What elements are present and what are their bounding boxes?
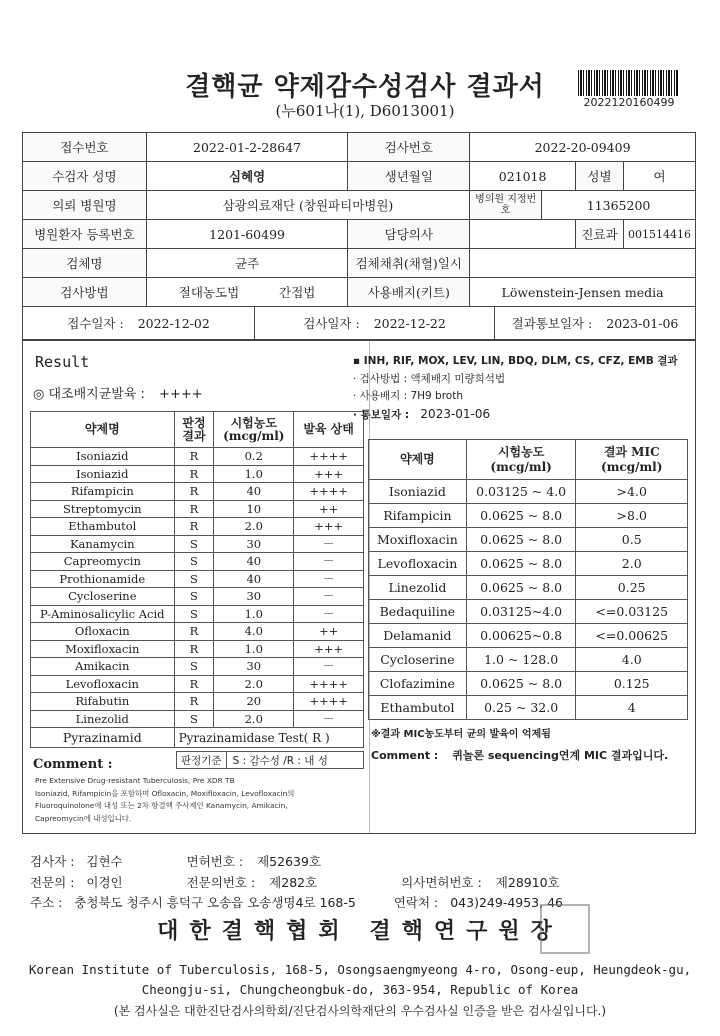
comment-line: Pre Extensive Drug-resistant Tuberculosis, Pre XDR TB — [35, 776, 235, 785]
col-conc: 시험농도 (mcg/ml) — [214, 412, 294, 448]
criteria-label: 판정기준 — [177, 752, 227, 768]
report-date-label: 결과통보일자 : — [511, 316, 593, 331]
table-row — [369, 480, 688, 504]
table-row — [31, 710, 364, 728]
left-comment-text — [35, 775, 363, 825]
specialist-no: 제282호 — [269, 875, 318, 890]
result-box — [22, 340, 696, 834]
test-no-label: 검사번호 — [348, 133, 470, 162]
table-row — [369, 576, 688, 600]
mic-col-drug: 약제명 — [369, 440, 467, 480]
cell-result: S — [174, 710, 214, 728]
cell-growth: ++++ — [294, 693, 364, 711]
report-date: 2023-01-06 — [606, 315, 679, 331]
specimen-value: 균주 — [146, 249, 348, 278]
table-row — [369, 552, 688, 576]
cell-drug: Isoniazid — [31, 465, 175, 483]
mic-cell-drug: Ethambutol — [369, 696, 467, 720]
right-comment — [371, 747, 668, 763]
table-row — [31, 658, 364, 676]
test-no: 2022-20-09409 — [470, 133, 696, 162]
address-value: 충청북도 청주시 흥덕구 오송읍 오송생명4로 168-5 — [74, 895, 356, 910]
cell-growth: ++ — [294, 500, 364, 518]
col-result: 판정 결과 — [174, 412, 214, 448]
mic-cell-conc: 0.03125~4.0 — [466, 600, 576, 624]
mic-cell-drug: Bedaquiline — [369, 600, 467, 624]
institute-name: 대한결핵협회 결핵연구원장 — [157, 919, 563, 944]
table-row — [31, 640, 364, 658]
collection-label: 검체채취(채혈)일시 — [348, 249, 470, 278]
mic-table — [368, 439, 688, 720]
official-seal-icon — [540, 904, 590, 954]
mic-cell-conc: 0.25 ~ 32.0 — [466, 696, 576, 720]
patient-name-label: 수검자 성명 — [23, 162, 147, 191]
cell-growth: +++ — [294, 465, 364, 483]
pyrazinamid-label: Pyrazinamid — [31, 728, 175, 748]
report-title: 결핵균 약제감수성검사 결과서 — [185, 72, 545, 102]
specialist-name: 이경인 — [86, 875, 123, 890]
col-growth: 발육 상태 — [294, 412, 364, 448]
cell-drug: P-Aminosalicylic Acid — [31, 605, 175, 623]
mic-cell-conc: 0.00625~0.8 — [466, 624, 576, 648]
mic-cell-mic: >4.0 — [576, 480, 688, 504]
receipt-no: 2022-01-2-28647 — [146, 133, 348, 162]
control-growth-value: ++++ — [159, 387, 203, 402]
cell-conc: 2.0 — [214, 675, 294, 693]
cell-result: R — [174, 518, 214, 536]
comment-line: Fluoroquinolone에 내성 또는 2차 항결핵 주사제인 Kanamycin, Amikacin, — [35, 801, 288, 810]
cell-growth: － — [294, 658, 364, 676]
cell-growth: ++++ — [294, 483, 364, 501]
mic-cell-drug: Delamanid — [369, 624, 467, 648]
cell-result: S — [174, 553, 214, 571]
cell-growth: +++ — [294, 518, 364, 536]
mic-cell-mic: 4.0 — [576, 648, 688, 672]
patient-reg-label: 병원환자 등록번호 — [23, 220, 147, 249]
table-row — [31, 588, 364, 606]
tester-label: 검사자 : — [30, 854, 75, 869]
patient-name: 심혜영 — [146, 162, 348, 191]
english-address-1: Korean Institute of Tuberculosis, 168-5, Osongsaengmyeong 4-ro, Osong-eup, Heungdeok-gu, — [28, 962, 692, 977]
doctor-license-label: 의사면허번호 : — [401, 875, 482, 890]
mic-cell-mic: <=0.03125 — [576, 600, 688, 624]
cell-conc: 30 — [214, 588, 294, 606]
mic-cell-conc: 0.0625 ~ 8.0 — [466, 672, 576, 696]
mic-cell-mic: >8.0 — [576, 504, 688, 528]
table-row — [31, 675, 364, 693]
dept-value: 001514416 — [623, 220, 695, 249]
mic-col-result: 결과 MIC (mcg/ml) — [576, 440, 688, 480]
mic-report-date: 2023-01-06 — [420, 406, 491, 421]
criteria-box — [176, 751, 364, 769]
table-row — [31, 570, 364, 588]
cell-conc: 1.0 — [214, 640, 294, 658]
dept-label: 진료과 — [576, 220, 624, 249]
table-row — [369, 648, 688, 672]
hospital-name: 삼광의료재단 (창원파티마병원) — [146, 191, 469, 220]
patient-info-table — [22, 132, 696, 340]
doctor-name — [470, 220, 576, 249]
cell-conc: 2.0 — [214, 710, 294, 728]
pyrazinamid-value: Pyrazinamidase Test( R ) — [174, 728, 363, 748]
contact-value: 043)249-4953, 46 — [450, 895, 563, 910]
cell-result: S — [174, 605, 214, 623]
mic-cell-drug: Moxifloxacin — [369, 528, 467, 552]
control-growth — [33, 383, 203, 402]
cell-growth: － — [294, 553, 364, 571]
cell-conc: 4.0 — [214, 623, 294, 641]
tester-name: 김현수 — [86, 854, 123, 869]
cell-drug: Streptomycin — [31, 500, 175, 518]
specialist-no-label: 전문의번호 : — [186, 875, 256, 890]
cell-growth: ++ — [294, 623, 364, 641]
mic-cell-drug: Clofazimine — [369, 672, 467, 696]
birth-label: 생년월일 — [348, 162, 470, 191]
cell-growth: +++ — [294, 640, 364, 658]
hospital-code-label: 병의원 지정번호 — [470, 191, 542, 220]
comment-line: Isoniazid, Rifampicin을 포함하며 Ofloxacin, Moxifloxacin, Levofloxacin의 — [35, 788, 295, 798]
cell-result: R — [174, 623, 214, 641]
license-no: 제52639호 — [257, 854, 322, 869]
cell-growth: ++++ — [294, 675, 364, 693]
mic-cell-mic: 4 — [576, 696, 688, 720]
table-row — [31, 605, 364, 623]
receipt-no-label: 접수번호 — [23, 133, 147, 162]
cell-growth: － — [294, 570, 364, 588]
mic-cell-conc: 0.03125 ~ 4.0 — [466, 480, 576, 504]
collection-value — [470, 249, 696, 278]
mic-cell-conc: 0.0625 ~ 8.0 — [466, 576, 576, 600]
cell-drug: Levofloxacin — [31, 675, 175, 693]
cell-result: S — [174, 535, 214, 553]
cell-conc: 0.2 — [214, 448, 294, 466]
test-date-label: 검사일자 : — [303, 316, 360, 331]
mic-method: · 검사방법 : 액체배지 미량희석법 — [353, 372, 506, 385]
table-row — [369, 600, 688, 624]
mic-cell-mic: 0.5 — [576, 528, 688, 552]
table-row — [31, 553, 364, 571]
table-row — [369, 528, 688, 552]
table-row — [31, 448, 364, 466]
birth-date: 021018 — [470, 162, 576, 191]
cell-growth: － — [294, 535, 364, 553]
right-comment-text: 퀴놀론 sequencing연계 MIC 결과입니다. — [452, 749, 669, 762]
result-title: Result — [35, 353, 90, 371]
table-row — [31, 535, 364, 553]
cell-growth: － — [294, 710, 364, 728]
mic-note: ※결과 MIC농도부터 균의 발육이 억제됨 — [371, 729, 551, 740]
license-label: 면허번호 : — [186, 854, 244, 869]
patient-reg-no: 1201-60499 — [146, 220, 348, 249]
mic-cell-drug: Cycloserine — [369, 648, 467, 672]
table-row — [369, 504, 688, 528]
address-label: 주소 : — [30, 895, 63, 910]
cell-drug: Ofloxacin — [31, 623, 175, 641]
mic-cell-drug: Isoniazid — [369, 480, 467, 504]
method-indirect: 간접법 — [279, 285, 316, 300]
table-row — [369, 672, 688, 696]
mic-cell-conc: 0.0625 ~ 8.0 — [466, 528, 576, 552]
cell-conc: 30 — [214, 535, 294, 553]
cell-result: S — [174, 570, 214, 588]
receipt-date: 2022-12-02 — [137, 315, 210, 331]
table-row — [31, 623, 364, 641]
barcode-number: 2022120160499 — [583, 96, 675, 109]
mic-cell-conc: 0.0625 ~ 8.0 — [466, 504, 576, 528]
cell-conc: 40 — [214, 553, 294, 571]
cell-result: S — [174, 588, 214, 606]
cell-conc: 2.0 — [214, 518, 294, 536]
cell-result: S — [174, 658, 214, 676]
left-comment-label: Comment : — [33, 757, 113, 772]
cell-result: R — [174, 483, 214, 501]
dates-row — [23, 307, 696, 340]
table-row — [31, 518, 364, 536]
mic-report-label: · 통보일자 : — [353, 408, 410, 421]
mic-drug-list: ▪ INH, RIF, MOX, LEV, LIN, BDQ, DLM, CS, CFZ, EMB 결과 — [353, 355, 678, 367]
cell-result: R — [174, 640, 214, 658]
method-label: 검사방법 — [23, 278, 147, 307]
report-subtitle: (누601나(1), D6013001) — [275, 102, 455, 120]
receipt-date-label: 접수일자 : — [67, 316, 124, 331]
cell-drug: Capreomycin — [31, 553, 175, 571]
address-row — [30, 893, 563, 911]
mic-cell-drug: Rifampicin — [369, 504, 467, 528]
cell-drug: Linezolid — [31, 710, 175, 728]
cell-conc: 20 — [214, 693, 294, 711]
solid-dst-table — [30, 411, 364, 748]
mic-header — [353, 353, 693, 424]
cell-conc: 40 — [214, 483, 294, 501]
table-row — [369, 624, 688, 648]
method-value — [146, 278, 348, 307]
cell-drug: Isoniazid — [31, 448, 175, 466]
cell-growth: － — [294, 605, 364, 623]
hospital-code: 11365200 — [542, 191, 696, 220]
signature-row-1 — [30, 852, 321, 870]
cell-drug: Cycloserine — [31, 588, 175, 606]
cell-conc: 40 — [214, 570, 294, 588]
table-row — [31, 465, 364, 483]
cell-growth: － — [294, 588, 364, 606]
cell-drug: Rifabutin — [31, 693, 175, 711]
cell-conc: 1.0 — [214, 465, 294, 483]
table-row — [31, 483, 364, 501]
cell-drug: Moxifloxacin — [31, 640, 175, 658]
cell-conc: 10 — [214, 500, 294, 518]
cell-result: R — [174, 465, 214, 483]
english-address-2: Cheongju-si, Chungcheongbuk-do, 363-954, Republic of Korea — [141, 982, 579, 997]
mic-cell-drug: Levofloxacin — [369, 552, 467, 576]
barcode-icon — [578, 70, 678, 96]
hospital-label: 의뢰 병원명 — [23, 191, 147, 220]
mic-cell-conc: 0.0625 ~ 8.0 — [466, 552, 576, 576]
sex-value: 여 — [623, 162, 695, 191]
doctor-license-no: 제28910호 — [495, 875, 560, 890]
medium-value: Löwenstein-Jensen media — [470, 278, 696, 307]
contact-label: 연락처 : — [393, 895, 439, 910]
mic-cell-mic: 0.125 — [576, 672, 688, 696]
mic-cell-mic: 0.25 — [576, 576, 688, 600]
mic-col-conc: 시험농도 (mcg/ml) — [466, 440, 576, 480]
table-row — [31, 693, 364, 711]
table-row — [31, 500, 364, 518]
col-drug: 약제명 — [31, 412, 175, 448]
specialist-label: 전문의 : — [30, 875, 75, 890]
right-comment-label: Comment : — [371, 749, 439, 762]
sex-label: 성별 — [576, 162, 624, 191]
table-row — [369, 696, 688, 720]
mic-medium: · 사용배지 : 7H9 broth — [353, 390, 464, 402]
certification-note: (본 검사실은 대한진단검사의학회/진단검사의학재단의 우수검사실 인증을 받은 검사실입니다.) — [113, 1004, 607, 1018]
specimen-label: 검체명 — [23, 249, 147, 278]
cell-drug: Kanamycin — [31, 535, 175, 553]
cell-conc: 1.0 — [214, 605, 294, 623]
cell-result: R — [174, 448, 214, 466]
test-date: 2022-12-22 — [373, 315, 446, 331]
cell-drug: Amikacin — [31, 658, 175, 676]
criteria-value: S : 감수성 /R : 내 성 — [232, 754, 328, 767]
mic-cell-mic: <=0.00625 — [576, 624, 688, 648]
method-absolute: 절대농도법 — [178, 285, 240, 300]
mic-cell-drug: Linezolid — [369, 576, 467, 600]
cell-growth: ++++ — [294, 448, 364, 466]
medium-label: 사용배지(키트) — [348, 278, 470, 307]
cell-conc: 30 — [214, 658, 294, 676]
mic-report — [353, 406, 693, 425]
control-growth-label: ◎ 대조배지균발육 : — [33, 387, 145, 402]
cell-result: R — [174, 675, 214, 693]
cell-drug: Prothionamide — [31, 570, 175, 588]
comment-line: Capreomycin에 내성입니다. — [35, 813, 132, 823]
signature-row-2 — [30, 873, 560, 891]
cell-drug: Rifampicin — [31, 483, 175, 501]
mic-cell-mic: 2.0 — [576, 552, 688, 576]
doctor-label: 담당의사 — [348, 220, 470, 249]
cell-result: R — [174, 500, 214, 518]
cell-drug: Ethambutol — [31, 518, 175, 536]
mic-cell-conc: 1.0 ~ 128.0 — [466, 648, 576, 672]
cell-result: R — [174, 693, 214, 711]
